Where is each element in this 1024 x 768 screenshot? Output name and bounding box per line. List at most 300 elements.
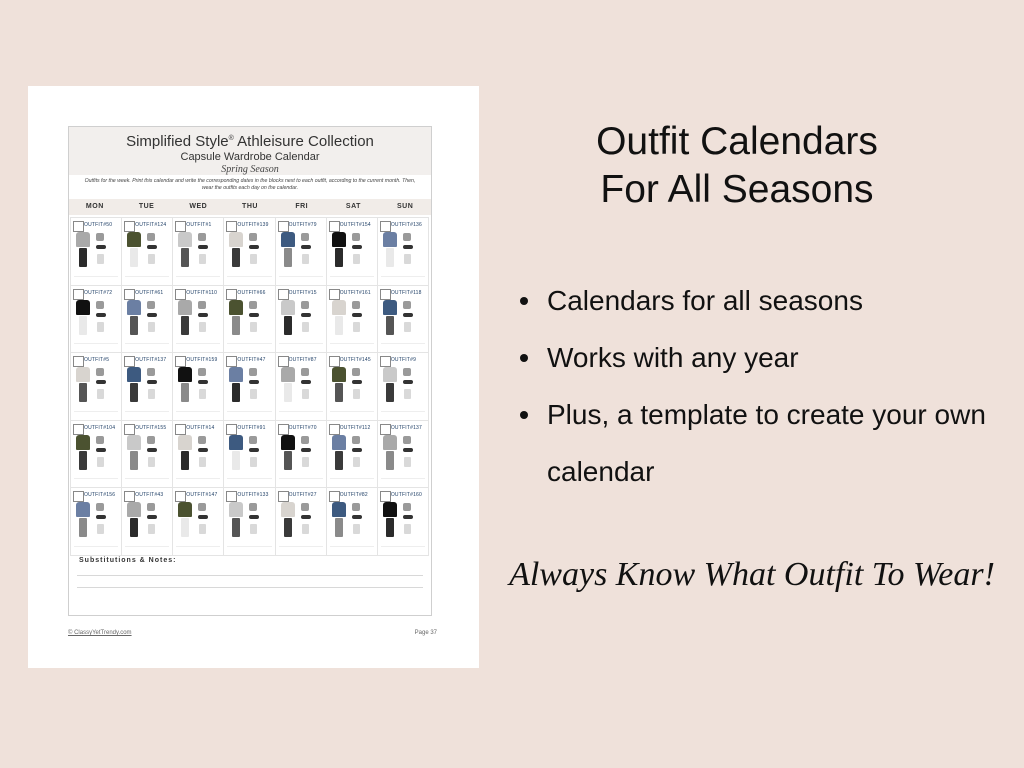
outfit-caption-line bbox=[227, 546, 271, 552]
accessory-icon bbox=[199, 254, 206, 264]
promo-heading-line1: Outfit Calendars bbox=[596, 120, 878, 163]
date-box bbox=[175, 424, 186, 435]
shoe-icon bbox=[403, 245, 413, 249]
outfit-cell bbox=[377, 487, 429, 556]
top-garment-icon bbox=[332, 502, 346, 517]
outfit-cell bbox=[121, 487, 173, 556]
outfit-cell bbox=[275, 487, 327, 556]
pants-icon bbox=[181, 316, 189, 335]
outfit-caption-line bbox=[74, 276, 118, 282]
outfit-cell bbox=[377, 420, 429, 489]
outfit-cell bbox=[326, 285, 378, 354]
shoe-icon bbox=[301, 245, 311, 249]
bag-icon bbox=[198, 233, 206, 241]
top-garment-icon bbox=[178, 232, 192, 247]
bag-icon bbox=[301, 436, 309, 444]
pants-icon bbox=[130, 518, 138, 537]
top-garment-icon bbox=[76, 435, 90, 450]
outfit-label: OUTFIT#137 bbox=[135, 357, 167, 364]
accessory-icon bbox=[148, 254, 155, 264]
outfit-label: OUTFIT#159 bbox=[186, 357, 218, 364]
outfit-label: OUTFIT#124 bbox=[135, 222, 167, 228]
outfit-label: OUTFIT#91 bbox=[237, 424, 266, 431]
sheet-title-rest: Athleisure Collection bbox=[233, 133, 374, 150]
date-box bbox=[278, 424, 289, 435]
bag-icon bbox=[249, 436, 257, 444]
bag-icon bbox=[147, 368, 155, 376]
outfit-label: OUTFIT#87 bbox=[288, 357, 317, 364]
top-garment-icon bbox=[383, 367, 397, 382]
outfit-caption-line bbox=[330, 343, 374, 349]
date-box bbox=[175, 221, 186, 232]
bag-icon bbox=[403, 436, 411, 444]
shoe-icon bbox=[96, 245, 106, 249]
notes-section bbox=[75, 557, 425, 613]
top-garment-icon bbox=[281, 232, 295, 247]
accessory-icon bbox=[250, 457, 257, 467]
shoe-icon bbox=[249, 313, 259, 317]
top-garment-icon bbox=[178, 300, 192, 315]
outfit-caption-line bbox=[227, 276, 271, 282]
accessory-icon bbox=[199, 389, 206, 399]
bag-icon bbox=[96, 301, 104, 309]
outfit-caption-line bbox=[125, 411, 169, 417]
calendar-page-preview bbox=[28, 86, 479, 668]
pants-icon bbox=[386, 383, 394, 402]
outfit-label: OUTFIT#72 bbox=[84, 289, 113, 296]
shoe-icon bbox=[301, 515, 311, 519]
outfit-cell bbox=[172, 352, 224, 421]
shoe-icon bbox=[249, 448, 259, 452]
outfit-cell bbox=[275, 217, 327, 286]
outfit-caption-line bbox=[330, 276, 374, 282]
outfit-label: OUTFIT#14 bbox=[186, 424, 215, 431]
pants-icon bbox=[181, 248, 189, 267]
bag-icon bbox=[96, 503, 104, 511]
shoe-icon bbox=[198, 380, 208, 384]
outfit-cell bbox=[223, 420, 275, 489]
outfit-cell bbox=[326, 352, 378, 421]
outfit-caption-line bbox=[176, 478, 220, 484]
outfit-cell bbox=[70, 217, 122, 286]
outfit-caption-line bbox=[279, 478, 323, 484]
outfit-label: OUTFIT#47 bbox=[237, 357, 266, 364]
accessory-icon bbox=[353, 322, 360, 332]
outfit-label: OUTFIT#154 bbox=[339, 222, 371, 228]
accessory-icon bbox=[353, 254, 360, 264]
accessory-icon bbox=[250, 254, 257, 264]
accessory-icon bbox=[148, 524, 155, 534]
outfit-label: OUTFIT#155 bbox=[135, 424, 167, 431]
shoe-icon bbox=[403, 380, 413, 384]
top-garment-icon bbox=[281, 367, 295, 382]
date-box bbox=[73, 424, 84, 435]
shoe-icon bbox=[198, 515, 208, 519]
weekday-label: MON bbox=[85, 203, 104, 210]
outfit-caption-line bbox=[227, 411, 271, 417]
feature-text: Works with any year bbox=[547, 342, 799, 373]
pants-icon bbox=[335, 316, 343, 335]
pants-icon bbox=[284, 248, 292, 267]
outfit-caption-line bbox=[330, 546, 374, 552]
bag-icon bbox=[249, 503, 257, 511]
shoe-icon bbox=[198, 245, 208, 249]
date-box bbox=[380, 356, 391, 367]
outfit-label: OUTFIT#27 bbox=[288, 492, 317, 499]
outfit-cell bbox=[223, 285, 275, 354]
bag-icon bbox=[147, 301, 155, 309]
accessory-icon bbox=[302, 254, 309, 264]
outfit-cell bbox=[121, 217, 173, 286]
feature-text: Plus, a template to create your own calendar bbox=[547, 399, 986, 487]
bag-icon bbox=[147, 436, 155, 444]
outfit-label: OUTFIT#50 bbox=[84, 222, 113, 228]
outfit-cell bbox=[172, 487, 224, 556]
pants-icon bbox=[386, 451, 394, 470]
weekday-label: SUN bbox=[397, 203, 414, 210]
accessory-icon bbox=[199, 457, 206, 467]
pants-icon bbox=[232, 316, 240, 335]
calendar-sheet bbox=[68, 126, 432, 616]
weekday-label: WED bbox=[189, 203, 208, 210]
shoe-icon bbox=[352, 380, 362, 384]
outfit-caption-line bbox=[330, 411, 374, 417]
bullet-dot-icon bbox=[520, 354, 528, 362]
outfit-cell bbox=[275, 285, 327, 354]
bag-icon bbox=[147, 233, 155, 241]
outfit-cell bbox=[121, 285, 173, 354]
date-box bbox=[73, 221, 84, 232]
top-garment-icon bbox=[281, 502, 295, 517]
footer-copyright: © ClassyYetTrendy.com bbox=[68, 630, 132, 636]
feature-list bbox=[518, 272, 998, 500]
bullet-dot-icon bbox=[520, 411, 528, 419]
shoe-icon bbox=[352, 448, 362, 452]
accessory-icon bbox=[97, 389, 104, 399]
top-garment-icon bbox=[281, 300, 295, 315]
shoe-icon bbox=[352, 245, 362, 249]
bag-icon bbox=[96, 233, 104, 241]
outfit-caption-line bbox=[279, 276, 323, 282]
bag-icon bbox=[147, 503, 155, 511]
outfit-label: OUTFIT#118 bbox=[390, 289, 422, 296]
date-box bbox=[380, 221, 391, 232]
pants-icon bbox=[130, 248, 138, 267]
top-garment-icon bbox=[229, 367, 243, 382]
pants-icon bbox=[335, 451, 343, 470]
outfit-label: OUTFIT#66 bbox=[237, 289, 266, 296]
bag-icon bbox=[403, 503, 411, 511]
accessory-icon bbox=[97, 322, 104, 332]
feature-item bbox=[518, 386, 998, 500]
bag-icon bbox=[301, 233, 309, 241]
footer-page-number: Page 37 bbox=[414, 630, 437, 636]
outfit-caption-line bbox=[381, 478, 425, 484]
date-box bbox=[124, 289, 135, 300]
bag-icon bbox=[352, 436, 360, 444]
outfit-cell bbox=[121, 352, 173, 421]
date-box bbox=[278, 289, 289, 300]
pants-icon bbox=[232, 518, 240, 537]
outfit-cell bbox=[172, 217, 224, 286]
shoe-icon bbox=[352, 515, 362, 519]
outfit-caption-line bbox=[227, 478, 271, 484]
outfit-caption-line bbox=[381, 546, 425, 552]
outfit-cell bbox=[326, 420, 378, 489]
shoe-icon bbox=[147, 448, 157, 452]
top-garment-icon bbox=[332, 435, 346, 450]
outfit-cell bbox=[70, 352, 122, 421]
outfit-cell bbox=[70, 487, 122, 556]
outfit-label: OUTFIT#82 bbox=[339, 492, 368, 499]
outfit-caption-line bbox=[176, 546, 220, 552]
shoe-icon bbox=[96, 380, 106, 384]
tagline: Always Know What Outfit To Wear! bbox=[509, 556, 995, 593]
date-box bbox=[380, 424, 391, 435]
outfit-cell bbox=[70, 420, 122, 489]
pants-icon bbox=[335, 248, 343, 267]
bag-icon bbox=[403, 233, 411, 241]
shoe-icon bbox=[147, 245, 157, 249]
accessory-icon bbox=[148, 457, 155, 467]
bag-icon bbox=[403, 368, 411, 376]
date-box bbox=[278, 221, 289, 232]
sheet-season: Spring Season bbox=[221, 164, 279, 175]
shoe-icon bbox=[249, 245, 259, 249]
shoe-icon bbox=[249, 380, 259, 384]
bag-icon bbox=[198, 503, 206, 511]
bag-icon bbox=[249, 301, 257, 309]
accessory-icon bbox=[250, 389, 257, 399]
outfit-label: OUTFIT#70 bbox=[288, 424, 317, 431]
bag-icon bbox=[403, 301, 411, 309]
pants-icon bbox=[79, 451, 87, 470]
shoe-icon bbox=[96, 448, 106, 452]
date-box bbox=[226, 356, 237, 367]
date-box bbox=[278, 491, 289, 502]
accessory-icon bbox=[404, 457, 411, 467]
sheet-title bbox=[69, 130, 431, 151]
accessory-icon bbox=[302, 322, 309, 332]
date-box bbox=[73, 491, 84, 502]
top-garment-icon bbox=[76, 232, 90, 247]
outfit-grid bbox=[71, 217, 429, 555]
weekday-label: TUE bbox=[138, 203, 155, 210]
date-box bbox=[380, 491, 391, 502]
top-garment-icon bbox=[383, 435, 397, 450]
top-garment-icon bbox=[383, 502, 397, 517]
outfit-caption-line bbox=[74, 546, 118, 552]
weekday-label: SAT bbox=[345, 203, 361, 210]
pants-icon bbox=[284, 518, 292, 537]
date-box bbox=[175, 491, 186, 502]
outfit-label: OUTFIT#61 bbox=[135, 289, 164, 296]
outfit-caption-line bbox=[74, 343, 118, 349]
date-box bbox=[124, 491, 135, 502]
pants-icon bbox=[386, 316, 394, 335]
notes-line bbox=[77, 587, 423, 588]
shoe-icon bbox=[147, 515, 157, 519]
top-garment-icon bbox=[281, 435, 295, 450]
accessory-icon bbox=[302, 389, 309, 399]
accessory-icon bbox=[353, 524, 360, 534]
accessory-icon bbox=[148, 389, 155, 399]
accessory-icon bbox=[97, 457, 104, 467]
top-garment-icon bbox=[229, 502, 243, 517]
top-garment-icon bbox=[127, 367, 141, 382]
accessory-icon bbox=[97, 524, 104, 534]
page-footer bbox=[68, 630, 437, 636]
bag-icon bbox=[301, 301, 309, 309]
pants-icon bbox=[335, 518, 343, 537]
accessory-icon bbox=[353, 457, 360, 467]
weekday-header bbox=[69, 199, 431, 215]
pants-icon bbox=[130, 316, 138, 335]
pants-icon bbox=[232, 451, 240, 470]
pants-icon bbox=[284, 316, 292, 335]
outfit-label: OUTFIT#145 bbox=[339, 357, 371, 364]
shoe-icon bbox=[198, 313, 208, 317]
bag-icon bbox=[249, 368, 257, 376]
outfit-label: OUTFIT#1 bbox=[186, 222, 212, 228]
outfit-cell bbox=[275, 420, 327, 489]
top-garment-icon bbox=[127, 232, 141, 247]
outfit-caption-line bbox=[279, 343, 323, 349]
outfit-cell bbox=[223, 217, 275, 286]
sheet-subtitle: Capsule Wardrobe Calendar bbox=[180, 151, 320, 163]
outfit-label: OUTFIT#104 bbox=[84, 424, 116, 431]
date-box bbox=[380, 289, 391, 300]
accessory-icon bbox=[148, 322, 155, 332]
date-box bbox=[278, 356, 289, 367]
pants-icon bbox=[232, 248, 240, 267]
shoe-icon bbox=[301, 313, 311, 317]
top-garment-icon bbox=[332, 367, 346, 382]
bag-icon bbox=[96, 436, 104, 444]
outfit-label: OUTFIT#147 bbox=[186, 492, 218, 499]
feature-item bbox=[518, 272, 998, 329]
shoe-icon bbox=[403, 515, 413, 519]
top-garment-icon bbox=[178, 435, 192, 450]
weekday-label: FRI bbox=[295, 203, 309, 210]
top-garment-icon bbox=[127, 502, 141, 517]
date-box bbox=[329, 491, 340, 502]
pants-icon bbox=[386, 518, 394, 537]
bag-icon bbox=[352, 503, 360, 511]
outfit-label: OUTFIT#43 bbox=[135, 492, 164, 499]
accessory-icon bbox=[97, 254, 104, 264]
outfit-cell bbox=[172, 285, 224, 354]
bag-icon bbox=[249, 233, 257, 241]
outfit-cell bbox=[70, 285, 122, 354]
pants-icon bbox=[284, 383, 292, 402]
accessory-icon bbox=[250, 524, 257, 534]
outfit-caption-line bbox=[330, 478, 374, 484]
date-box bbox=[124, 221, 135, 232]
accessory-icon bbox=[353, 389, 360, 399]
feature-text: Calendars for all seasons bbox=[547, 285, 863, 316]
top-garment-icon bbox=[332, 232, 346, 247]
outfit-label: OUTFIT#160 bbox=[390, 492, 423, 499]
outfit-label: OUTFIT#156 bbox=[84, 492, 116, 499]
sheet-header bbox=[69, 127, 431, 175]
outfit-caption-line bbox=[279, 411, 323, 417]
outfit-cell bbox=[377, 285, 429, 354]
bag-icon bbox=[198, 436, 206, 444]
top-garment-icon bbox=[127, 300, 141, 315]
pants-icon bbox=[181, 451, 189, 470]
bag-icon bbox=[301, 368, 309, 376]
top-garment-icon bbox=[178, 367, 192, 382]
date-box bbox=[329, 424, 340, 435]
feature-item bbox=[518, 329, 998, 386]
date-box bbox=[124, 424, 135, 435]
accessory-icon bbox=[404, 524, 411, 534]
shoe-icon bbox=[96, 515, 106, 519]
shoe-icon bbox=[403, 313, 413, 317]
outfit-cell bbox=[223, 352, 275, 421]
top-garment-icon bbox=[127, 435, 141, 450]
shoe-icon bbox=[249, 515, 259, 519]
outfit-cell bbox=[377, 352, 429, 421]
outfit-caption-line bbox=[125, 478, 169, 484]
date-box bbox=[329, 289, 340, 300]
top-garment-icon bbox=[76, 367, 90, 382]
outfit-caption-line bbox=[74, 478, 118, 484]
outfit-caption-line bbox=[381, 276, 425, 282]
pants-icon bbox=[130, 383, 138, 402]
accessory-icon bbox=[404, 389, 411, 399]
outfit-cell bbox=[377, 217, 429, 286]
bullet-dot-icon bbox=[520, 297, 528, 305]
date-box bbox=[226, 491, 237, 502]
outfit-cell bbox=[275, 352, 327, 421]
outfit-caption-line bbox=[381, 411, 425, 417]
top-garment-icon bbox=[383, 232, 397, 247]
sheet-title-main: Simplified Style bbox=[126, 133, 229, 150]
bag-icon bbox=[198, 368, 206, 376]
outfit-label: OUTFIT#5 bbox=[84, 357, 110, 364]
pants-icon bbox=[386, 248, 394, 267]
accessory-icon bbox=[302, 457, 309, 467]
pants-icon bbox=[232, 383, 240, 402]
shoe-icon bbox=[301, 448, 311, 452]
registered-mark: ® bbox=[228, 135, 234, 142]
top-garment-icon bbox=[383, 300, 397, 315]
sheet-instructions: Outfits for the week. Print this calendar and write the corresponding dates in the blocks next to each outfit, according to the current month. Then, wear the outfits each day on the calendar. bbox=[84, 178, 416, 191]
date-box bbox=[226, 424, 237, 435]
date-box bbox=[175, 289, 186, 300]
shoe-icon bbox=[403, 448, 413, 452]
bag-icon bbox=[301, 503, 309, 511]
outfit-caption-line bbox=[227, 343, 271, 349]
outfit-label: OUTFIT#136 bbox=[390, 222, 423, 228]
outfit-cell bbox=[172, 420, 224, 489]
shoe-icon bbox=[352, 313, 362, 317]
date-box bbox=[329, 221, 340, 232]
accessory-icon bbox=[404, 254, 411, 264]
outfit-label: OUTFIT#137 bbox=[390, 424, 423, 431]
outfit-label: OUTFIT#112 bbox=[339, 424, 371, 431]
outfit-caption-line bbox=[125, 546, 169, 552]
bag-icon bbox=[198, 301, 206, 309]
outfit-cell bbox=[326, 487, 378, 556]
notes-label: Substitutions & Notes: bbox=[79, 557, 177, 564]
promo-heading-line2: For All Seasons bbox=[600, 168, 874, 211]
top-garment-icon bbox=[229, 435, 243, 450]
shoe-icon bbox=[301, 380, 311, 384]
top-garment-icon bbox=[332, 300, 346, 315]
